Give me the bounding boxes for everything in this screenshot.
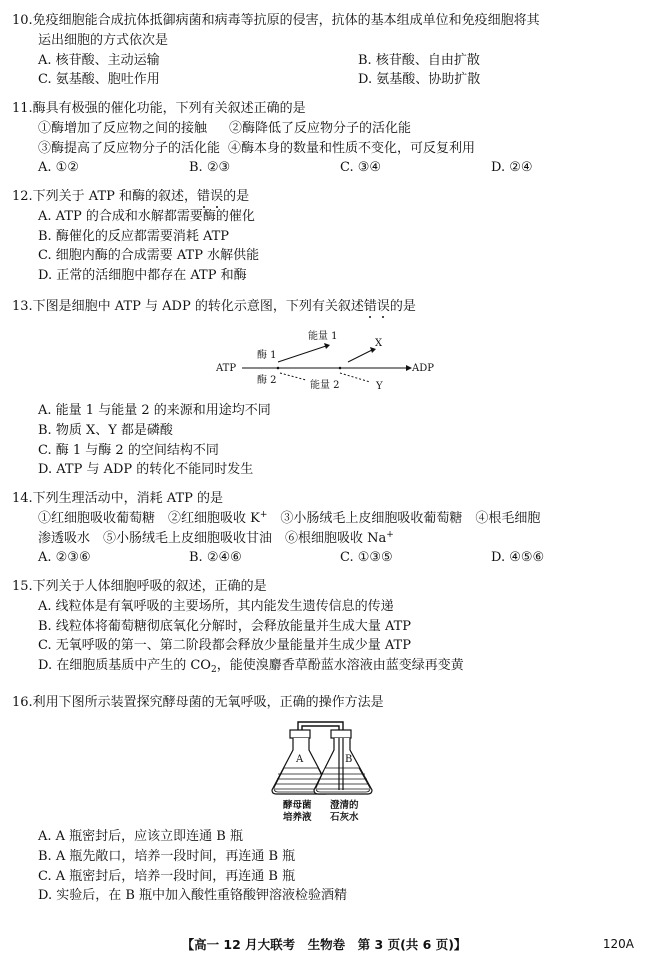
q15-option-b: B. 线粒体将葡萄糖彻底氧化分解时，会释放能量并生成大量 ATP	[38, 618, 412, 634]
q12-option-b: B. 酶催化的反应都需要消耗 ATP	[38, 228, 230, 244]
question-13-options	[12, 401, 640, 480]
flask-a-caption-line-2: 培养液	[283, 812, 312, 823]
question-12	[12, 187, 640, 286]
atp-adp-conversion-diagram	[200, 322, 460, 394]
q13-option-c: C. 酶 1 与酶 2 的空间结构不同	[38, 442, 219, 458]
atp-label: ATP	[216, 363, 237, 374]
q13-stem-end: 的是	[389, 299, 416, 314]
question-15	[12, 577, 640, 676]
q14-option-a: A. ②③⑥	[38, 550, 91, 566]
q14-option-c: C. ①③⑤	[340, 550, 393, 566]
q12-emphasis-char-1: 错	[197, 189, 211, 204]
flask-b-caption-line-1: 澄清的	[330, 800, 359, 811]
q16-option-b: B. A 瓶先敞口，培养一段时间，再连通 B 瓶	[38, 848, 296, 864]
q14-option-b: B. ②④⑥	[189, 550, 242, 566]
q12-stem-end: 的是	[223, 189, 250, 204]
q13-emphasis-char-1: 错	[363, 299, 377, 314]
q12-option-a: A. ATP 的合成和水解都需要酶的催化	[38, 208, 255, 224]
q13-option-a: A. 能量 1 与能量 2 的来源和用途均不同	[38, 403, 271, 418]
q11-options	[12, 158, 640, 178]
q12-option-d: D. 正常的活细胞中都存在 ATP 和酶	[38, 268, 247, 284]
q15-option-d-text-2: ，能使溴麝香草酚蓝水溶液由蓝变绿再变黄	[216, 658, 464, 674]
q14-na-charge: +	[386, 529, 394, 540]
q14-options	[12, 548, 640, 568]
q13-stem	[12, 297, 640, 317]
q16-option-d: D. 实验后，在 B 瓶中加入酸性重铬酸钾溶液检验酒精	[38, 888, 348, 904]
flask-a-caption-line-1: 酵母菌	[283, 800, 312, 811]
question-14	[12, 489, 640, 568]
q11-item-3: ③酶提高了反应物分子的活化能	[38, 140, 221, 156]
q11-stem: 11.酶具有极强的催化功能，下列有关叙述正确的是	[12, 101, 306, 116]
q10-option-d: D. 氨基酸、协助扩散	[358, 72, 481, 88]
enzyme-2-label: 酶 2	[257, 375, 277, 386]
q14-items-row-1	[12, 509, 640, 529]
q10-options-row-1	[12, 51, 640, 71]
q11-option-d: D. ②④	[491, 160, 533, 176]
q10-stem-line-1: 10.免疫细胞能合成抗体抵御病菌和病毒等抗原的侵害，抗体的基本组成单位和免疫细胞将其	[12, 13, 540, 28]
q10-stem-line-2: 运出细胞的方式依次是	[38, 32, 169, 48]
q13-stem-text: 13.下图是细胞中 ATP 与 ADP 的转化示意图，下列有关叙述	[12, 299, 364, 314]
x-label: X	[375, 338, 383, 349]
q15-option-a: A. 线粒体是有氧呼吸的主要场所，其内能发生遗传信息的传递	[38, 598, 394, 614]
enzyme-1-label: 酶 1	[257, 350, 277, 361]
page-footer	[0, 935, 648, 957]
question-13	[12, 297, 640, 317]
q15-option-d-text-1: D. 在细胞质基质中产生的 CO	[38, 658, 211, 674]
paper-code: 120A	[602, 937, 634, 951]
q14-items-text-2: ③小肠绒毛上皮细胞吸收葡萄糖 ④根毛细胞	[267, 510, 541, 526]
q14-items-text-1: ①红细胞吸收葡萄糖 ②红细胞吸收 K	[38, 510, 260, 526]
q10-option-c: C. 氨基酸、胞吐作用	[38, 72, 160, 88]
flask-a-label: A	[296, 754, 304, 765]
q16-option-c: C. A 瓶密封后，培养一段时间，再连通 B 瓶	[38, 868, 296, 884]
q12-option-c: C. 细胞内酶的合成需要 ATP 水解供能	[38, 248, 260, 264]
q10-option-a: A. 核苷酸、主动运输	[38, 52, 160, 68]
q11-items-row-1	[12, 119, 640, 139]
question-10	[12, 11, 640, 90]
energy-1-label: 能量 1	[308, 331, 338, 342]
q11-item-4: ④酶本身的数量和性质不变化，可反复利用	[228, 140, 476, 156]
q11-option-a: A. ①②	[38, 160, 79, 176]
q10-option-b: B. 核苷酸、自由扩散	[358, 52, 480, 68]
q15-stem: 15.下列关于人体细胞呼吸的叙述，正确的是	[12, 579, 267, 594]
q13-option-d: D. ATP 与 ADP 的转化不能同时发生	[38, 462, 254, 478]
adp-label: ADP	[412, 363, 434, 374]
q15-co2-subscript: 2	[210, 665, 217, 676]
q16-option-a: A. A 瓶密封后，应该立即连通 B 瓶	[38, 829, 243, 844]
q11-item-1: ①酶增加了反应物之间的接触	[38, 120, 208, 136]
q14-stem: 14.下列生理活动中，消耗 ATP 的是	[12, 491, 224, 506]
q14-items-row-2	[12, 529, 640, 549]
q15-option-d	[12, 656, 640, 676]
q14-k-charge: +	[259, 509, 268, 520]
flask-b-caption-line-2: 石灰水	[330, 812, 359, 823]
q15-option-c: C. 无氧呼吸的第一、第二阶段都会释放少量能量并生成少量 ATP	[38, 638, 411, 654]
y-label: Y	[376, 381, 383, 392]
q14-items-text-3: 渗透吸水 ⑤小肠绒毛上皮细胞吸收甘油 ⑥根细胞吸收 Na	[38, 530, 387, 546]
flask-b	[314, 730, 372, 794]
q11-items-row-2	[12, 139, 640, 159]
q13-emphasis-char-2: 误	[376, 299, 390, 314]
q16-stem: 16.利用下图所示装置探究酵母菌的无氧呼吸，正确的操作方法是	[12, 695, 384, 710]
q12-stem-text: 12.下列关于 ATP 和酶的叙述，	[12, 189, 198, 204]
q11-option-c: C. ③④	[340, 160, 382, 176]
q13-option-b: B. 物质 X、Y 都是磷酸	[38, 422, 173, 438]
yeast-anaerobic-apparatus	[268, 714, 388, 824]
energy-2-label: 能量 2	[310, 380, 340, 391]
question-11	[12, 99, 640, 178]
q12-emphasis-char-2: 误	[210, 189, 224, 204]
question-16-options	[12, 827, 640, 906]
q14-option-d: D. ④⑤⑥	[491, 550, 545, 566]
flask-b-label: B	[345, 754, 353, 765]
q11-item-2: ②酶降低了反应物分子的活化能	[229, 120, 412, 136]
q11-option-b: B. ②③	[189, 160, 231, 176]
question-16	[12, 693, 640, 713]
q12-stem	[12, 187, 640, 207]
q10-options-row-2	[12, 70, 640, 90]
footer-title: 【高一 12 月大联考 生物卷 第 3 页(共 6 页)】	[181, 937, 467, 952]
